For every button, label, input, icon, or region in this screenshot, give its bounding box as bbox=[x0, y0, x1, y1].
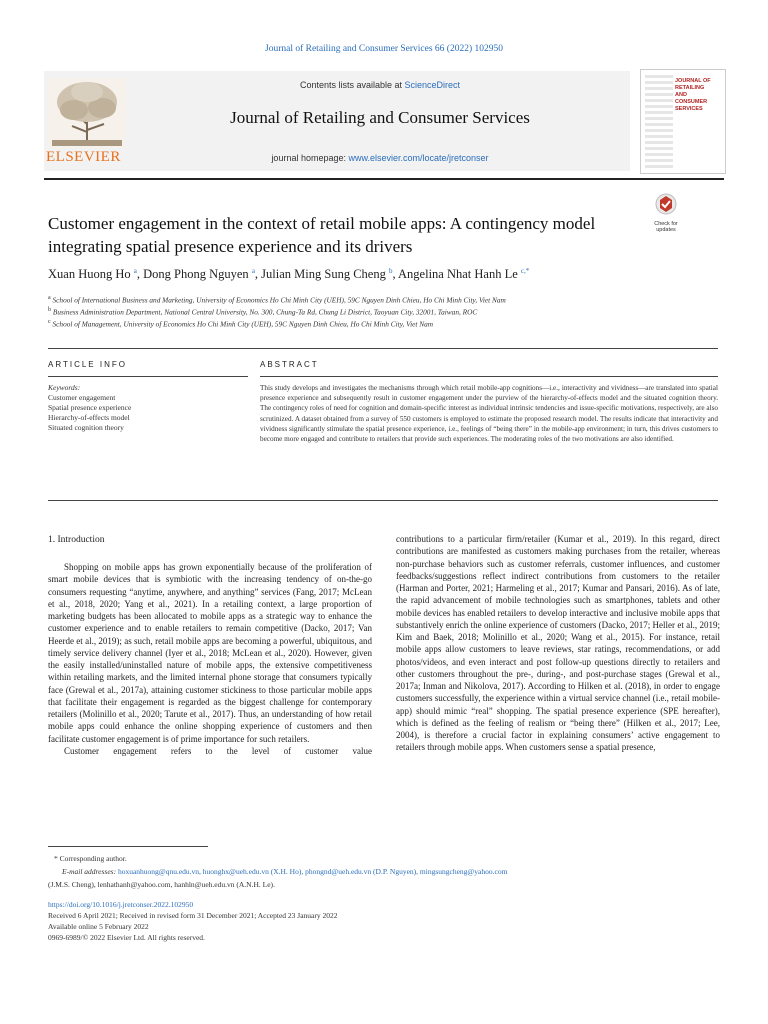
intro-left-column bbox=[48, 561, 372, 757]
author-name[interactable]: Dong Phong Nguyen bbox=[143, 267, 249, 282]
email-addresses[interactable]: hoxuanhuong@qnu.edu.vn, huonghx@ueh.edu.vn (X.H. Ho), phongnd@ueh.edu.vn (D.P. Nguyen), mingsungcheng@yahoo.com bbox=[117, 867, 508, 876]
check-for-updates-badge[interactable] bbox=[648, 192, 684, 232]
article-metadata bbox=[48, 899, 338, 943]
author-affil-marker[interactable]: c,* bbox=[520, 267, 530, 275]
footnote-rule bbox=[48, 846, 208, 847]
intro-right-column bbox=[396, 533, 720, 754]
publisher-name: ELSEVIER bbox=[46, 149, 121, 165]
section-rule bbox=[260, 376, 718, 377]
email-row-continued[interactable]: (J.M.S. Cheng), lenhathanh@yahoo.com, hanhln@ueh.edu.vn (A.N.H. Le). bbox=[48, 880, 275, 889]
abstract-text: This study develops and investigates the mechanisms through which retail mobile-app cognitions—i.e., interactivity and vividness—are translated into spatial presence experience and subsequently result in customer engagement under the purview of the hierarchy-of-effects model and the situated cognition theory. The contingency roles of need for cognition and domain-specific interest as individual intrinsic tendencies and issue-specific motivations, respectively, are also scrutinized. A dataset obtained from a survey of 550 customers is employed to estimate the proposed research model. The results indicate that interactivity and vividness significantly stimulate the spatial presence experience, i.e., feelings of “being there” in the mobile-app environment; in turn, this drives customers to become more engaged and contribute to retailers that provide such experiences. The moderating roles of the two motivations are also identified. bbox=[260, 384, 718, 444]
affil-text: School of International Business and Marketing, University of Economics Ho Chi Minh City (UEH), 59C Nguyen Dinh Chieu, Ho Chi Minh City, Viet Nam bbox=[52, 295, 506, 305]
cover-line: AND bbox=[675, 92, 687, 98]
contents-prefix: Contents lists available at bbox=[299, 80, 405, 90]
affil-marker: b bbox=[48, 307, 52, 313]
doi-link[interactable]: https://doi.org/10.1016/j.jretconser.2022.102950 bbox=[48, 900, 194, 909]
journal-citation[interactable]: Journal of Retailing and Consumer Services 66 (2022) 102950 bbox=[265, 44, 503, 54]
keyword: Customer engagement bbox=[48, 393, 116, 402]
author-name[interactable]: Angelina Nhat Hanh Le bbox=[398, 267, 518, 282]
journal-homepage bbox=[130, 153, 630, 163]
intro-heading: 1. Introduction bbox=[48, 535, 105, 545]
cover-title bbox=[675, 78, 711, 113]
received-dates: Received 6 April 2021; Received in revised form 31 December 2021; Accepted 23 January 2022 bbox=[48, 911, 338, 920]
online-date: Available online 5 February 2022 bbox=[48, 922, 149, 931]
contents-availability bbox=[130, 80, 630, 90]
abstract-heading: ABSTRACT bbox=[260, 360, 319, 369]
check-updates-icon bbox=[648, 192, 684, 216]
affil-text: School of Management, University of Economics Ho Chi Minh City (UEH), 59C Nguyen Dinh Chieu, Ho Chi Minh City, Viet Nam bbox=[52, 319, 434, 329]
email-row bbox=[48, 865, 718, 878]
author-name[interactable]: Xuan Huong Ho bbox=[48, 267, 131, 282]
cover-line: RETAILING bbox=[675, 85, 705, 91]
article-title: Customer engagement in the context of retail mobile apps: A contingency model integrating spatial presence experience and its drivers bbox=[48, 214, 596, 256]
section-rule bbox=[48, 376, 248, 377]
header-rule bbox=[44, 178, 724, 180]
affil-marker: a bbox=[48, 295, 51, 301]
email-label: E-mail addresses: bbox=[62, 867, 117, 876]
affiliation bbox=[48, 295, 688, 304]
affil-text: Business Administration Department, National Central University, No. 300, Chung-Ta Rd, Chung Li District, Taoyuan City, 32001, Taiwan, ROC bbox=[52, 307, 478, 317]
author-list: Xuan Huong Ho $^a$, Dong Phong Nguyen $^a$, Julian Ming Sung Cheng $^b$, Angelina Nhat Hanh Le $^{c,*}$ bbox=[48, 267, 530, 282]
paragraph: contributions to a particular firm/retailer (Kumar et al., 2019). In this regard, direct contributions are manifested as customers making purchases from the retailer, whereas non-purchase behaviors such as customer referrals, customer influences, and customer feedbacks/suggestions reflect indirect contributions from customers to the retailer (Harman and Porter, 2021; Harmeling et al., 2017; Kumar and Pansari, 2016). As of late, the rapid advancement of mobile technologies such as smartphones, tablets and other mobile devices has enabled retailers to develop interactive and inclusive mobile apps that substantively enrich the online experience of customers (Dacko, 2017; Heller et al., 2019; Kim and Baek, 2018; Molinillo et al., 2020; Wang et al., 2015). For instance, retail mobile apps allow customers to leave reviews, star ratings, recommendations, or add photos/videos, and even interact and post follow-up questions directly to retailers and other customers throughout the pre-, during-, and post-purchase stages (Grewal et al., 2017a; Inman and Nikolova, 2017). According to Hilken et al. (2018), in order to engage customers successfully, the experience within a virtual service channel (i.e., retail mobile-app) should mimic “real” shopping. The spatial presence experience (SPE hereafter), which is defined as the feeling of realism or “being there” (Hilken et al., 2017; Lee, 2004), is therefore a crucial factor in explaining consumers’ active engagement to retailers through mobile apps. When customers sense a spatial presence, bbox=[396, 534, 720, 753]
keyword: Situated cognition theory bbox=[48, 423, 124, 432]
homepage-link[interactable]: www.elsevier.com/locate/jretconser bbox=[348, 153, 489, 163]
cover-pattern bbox=[645, 74, 673, 168]
author-affil-marker[interactable]: b bbox=[388, 267, 393, 275]
author-affil-marker[interactable]: a bbox=[133, 267, 137, 275]
check-line: updates bbox=[656, 227, 676, 233]
journal-title: Journal of Retailing and Consumer Services bbox=[230, 108, 530, 127]
keywords-label: Keywords: bbox=[48, 383, 81, 392]
section-rule bbox=[48, 348, 718, 349]
copyright: 0969-6989/© 2022 Elsevier Ltd. All rights reserved. bbox=[48, 933, 205, 942]
cover-line: CONSUMER bbox=[675, 99, 708, 105]
affiliation bbox=[48, 307, 688, 316]
keywords-block bbox=[48, 383, 131, 433]
cover-line: JOURNAL OF bbox=[675, 78, 711, 84]
footnotes bbox=[48, 852, 718, 891]
affil-marker: c bbox=[48, 319, 51, 325]
check-line: Check for bbox=[654, 221, 678, 227]
author-affil-marker[interactable]: a bbox=[251, 267, 255, 275]
paragraph: Shopping on mobile apps has grown exponentially because of the proliferation of smart mobile devices that is symbiotic with the increasing tendency of on-the-go consumers requesting “anytime, anywhere, and anything” services (Fang, 2017; McLean et al., 2018, 2020; Yang et al., 2021). In a retailing context, a large proportion of marketing budgets has been allocated to mobile apps as a strategic way to enhance the customer experience and to enable retailers to remain competitive (Dacko, 2017; Van Heerde et al., 2019); as such, retail mobile apps are becoming a powerful, ubiquitous, and timely service delivery channel (Iyer et al., 2018; McLean et al., 2020). However, given the easily installed/uninstalled nature of mobile apps, the extensive competitiveness within retailing markets, and the limited internal phone storage that consumers typically face (Grewal et al., 2017a), attaining customer stickiness to those particular mobile apps that facilitate their engagement is regarded as the biggest challenge for contemporary retailers (Molinillo et al., 2020; Tarute et al., 2017). Thus, an understanding of how retail mobile apps could enhance the online shopping experience of customers and then facilitate customer engagement is of prime importance for such retailers. bbox=[48, 562, 372, 744]
cover-line: SERVICES bbox=[675, 106, 703, 112]
homepage-prefix: journal homepage: bbox=[271, 153, 349, 163]
corresponding-note: * Corresponding author. bbox=[54, 854, 127, 863]
author-name[interactable]: Julian Ming Sung Cheng bbox=[261, 267, 386, 282]
section-rule bbox=[48, 500, 718, 501]
affiliation bbox=[48, 319, 688, 328]
journal-cover-thumbnail bbox=[640, 69, 726, 174]
paragraph: Customer engagement refers to the level of customer value bbox=[64, 745, 372, 756]
sciencedirect-link[interactable]: ScienceDirect bbox=[404, 80, 461, 90]
article-info-heading: ARTICLE INFO bbox=[48, 360, 127, 369]
check-updates-label bbox=[648, 221, 684, 233]
keyword: Hierarchy-of-effects model bbox=[48, 413, 130, 422]
keyword: Spatial presence experience bbox=[48, 403, 132, 412]
